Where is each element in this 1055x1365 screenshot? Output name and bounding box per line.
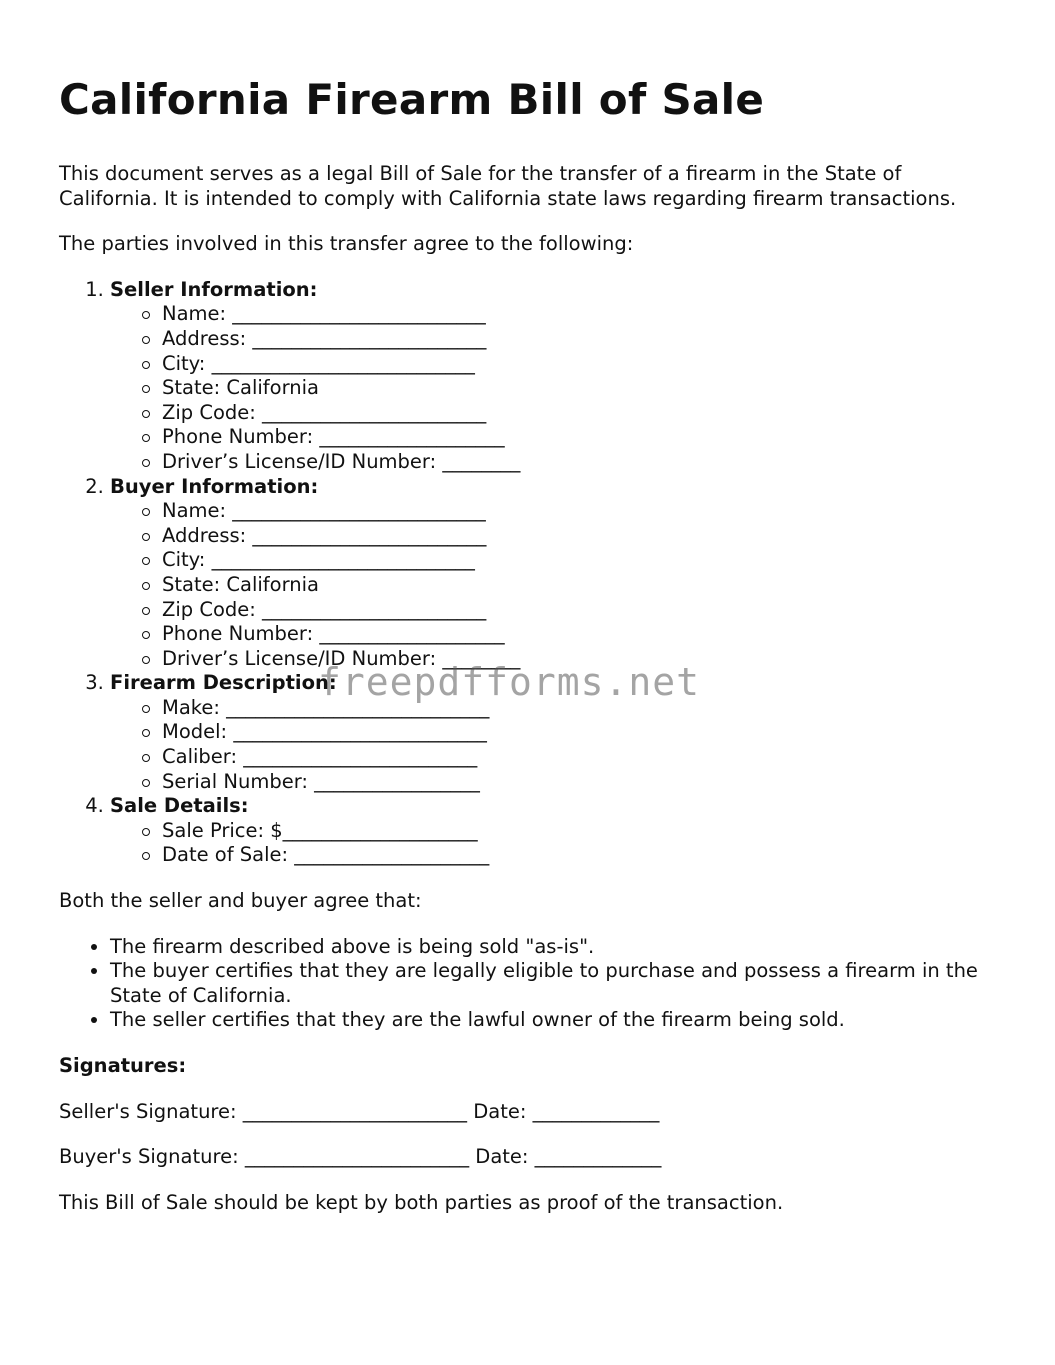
document-page	[59, 70, 999, 1215]
seller-state-field: State: California	[162, 376, 999, 401]
section-buyer-information	[110, 475, 999, 672]
firearm-make-field[interactable]: Make: ___________________________	[162, 696, 999, 721]
sale-price-field[interactable]: Sale Price: $____________________	[162, 819, 999, 844]
seller-zip-field[interactable]: Zip Code: _______________________	[162, 401, 999, 426]
sale-fields	[110, 819, 999, 868]
buyer-fields	[110, 499, 999, 671]
buyer-state-field: State: California	[162, 573, 999, 598]
term-buyer-eligible: • The buyer certifies that they are legally eligible to purchase and possess a firearm in the State of California.	[110, 959, 999, 1008]
term-seller-owner: • The seller certifies that they are the lawful owner of the firearm being sold.	[110, 1008, 999, 1033]
seller-fields	[110, 302, 999, 474]
both-agree-text: Both the seller and buyer agree that:	[59, 889, 422, 913]
closing-text: This Bill of Sale should be kept by both parties as proof of the transaction.	[59, 1190, 784, 1214]
buyer-city-field[interactable]: City: ___________________________	[162, 548, 999, 573]
seller-city-field[interactable]: City: ___________________________	[162, 352, 999, 377]
seller-phone-field[interactable]: Phone Number: ___________________	[162, 425, 999, 450]
section-seller-information	[110, 278, 999, 475]
intro-paragraph: This document serves as a legal Bill of Sale for the transfer of a firearm in the State of California. It is intended to comply with California state laws regarding firearm transactions.	[59, 162, 957, 210]
seller-signature-line[interactable]: Seller's Signature: _______________________ Date: _____________	[59, 1099, 660, 1123]
buyer-license-field[interactable]: Driver’s License/ID Number: ________	[162, 647, 999, 672]
term-as-is: • The firearm described above is being sold "as-is".	[110, 935, 999, 960]
agreement-intro: The parties involved in this transfer agree to the following:	[59, 232, 634, 256]
section-title: Seller Information:	[110, 277, 318, 301]
buyer-name-field[interactable]: Name: __________________________	[162, 499, 999, 524]
firearm-model-field[interactable]: Model: __________________________	[162, 720, 999, 745]
firearm-fields	[110, 696, 999, 794]
section-title: Buyer Information:	[110, 474, 319, 498]
signatures-heading: Signatures:	[59, 1054, 187, 1077]
sale-date-field[interactable]: Date of Sale: ____________________	[162, 843, 999, 868]
buyer-address-field[interactable]: Address: ________________________	[162, 524, 999, 549]
seller-license-field[interactable]: Driver’s License/ID Number: ________	[162, 450, 999, 475]
section-title: Sale Details:	[110, 794, 249, 818]
buyer-zip-field[interactable]: Zip Code: _______________________	[162, 598, 999, 623]
watermark: freepdfforms.net	[318, 660, 701, 704]
seller-address-field[interactable]: Address: ________________________	[162, 327, 999, 352]
sections-list	[59, 278, 999, 868]
buyer-phone-field[interactable]: Phone Number: ___________________	[162, 622, 999, 647]
firearm-serial-field[interactable]: Serial Number: _________________	[162, 770, 999, 795]
seller-name-field[interactable]: Name: __________________________	[162, 302, 999, 327]
section-sale-details	[110, 794, 999, 868]
firearm-caliber-field[interactable]: Caliber: ________________________	[162, 745, 999, 770]
buyer-signature-line[interactable]: Buyer's Signature: _______________________ Date: _____________	[59, 1145, 662, 1169]
terms-list	[59, 935, 999, 1033]
document-title: California Firearm Bill of Sale	[59, 75, 765, 124]
section-title: Firearm Description:	[110, 671, 337, 695]
